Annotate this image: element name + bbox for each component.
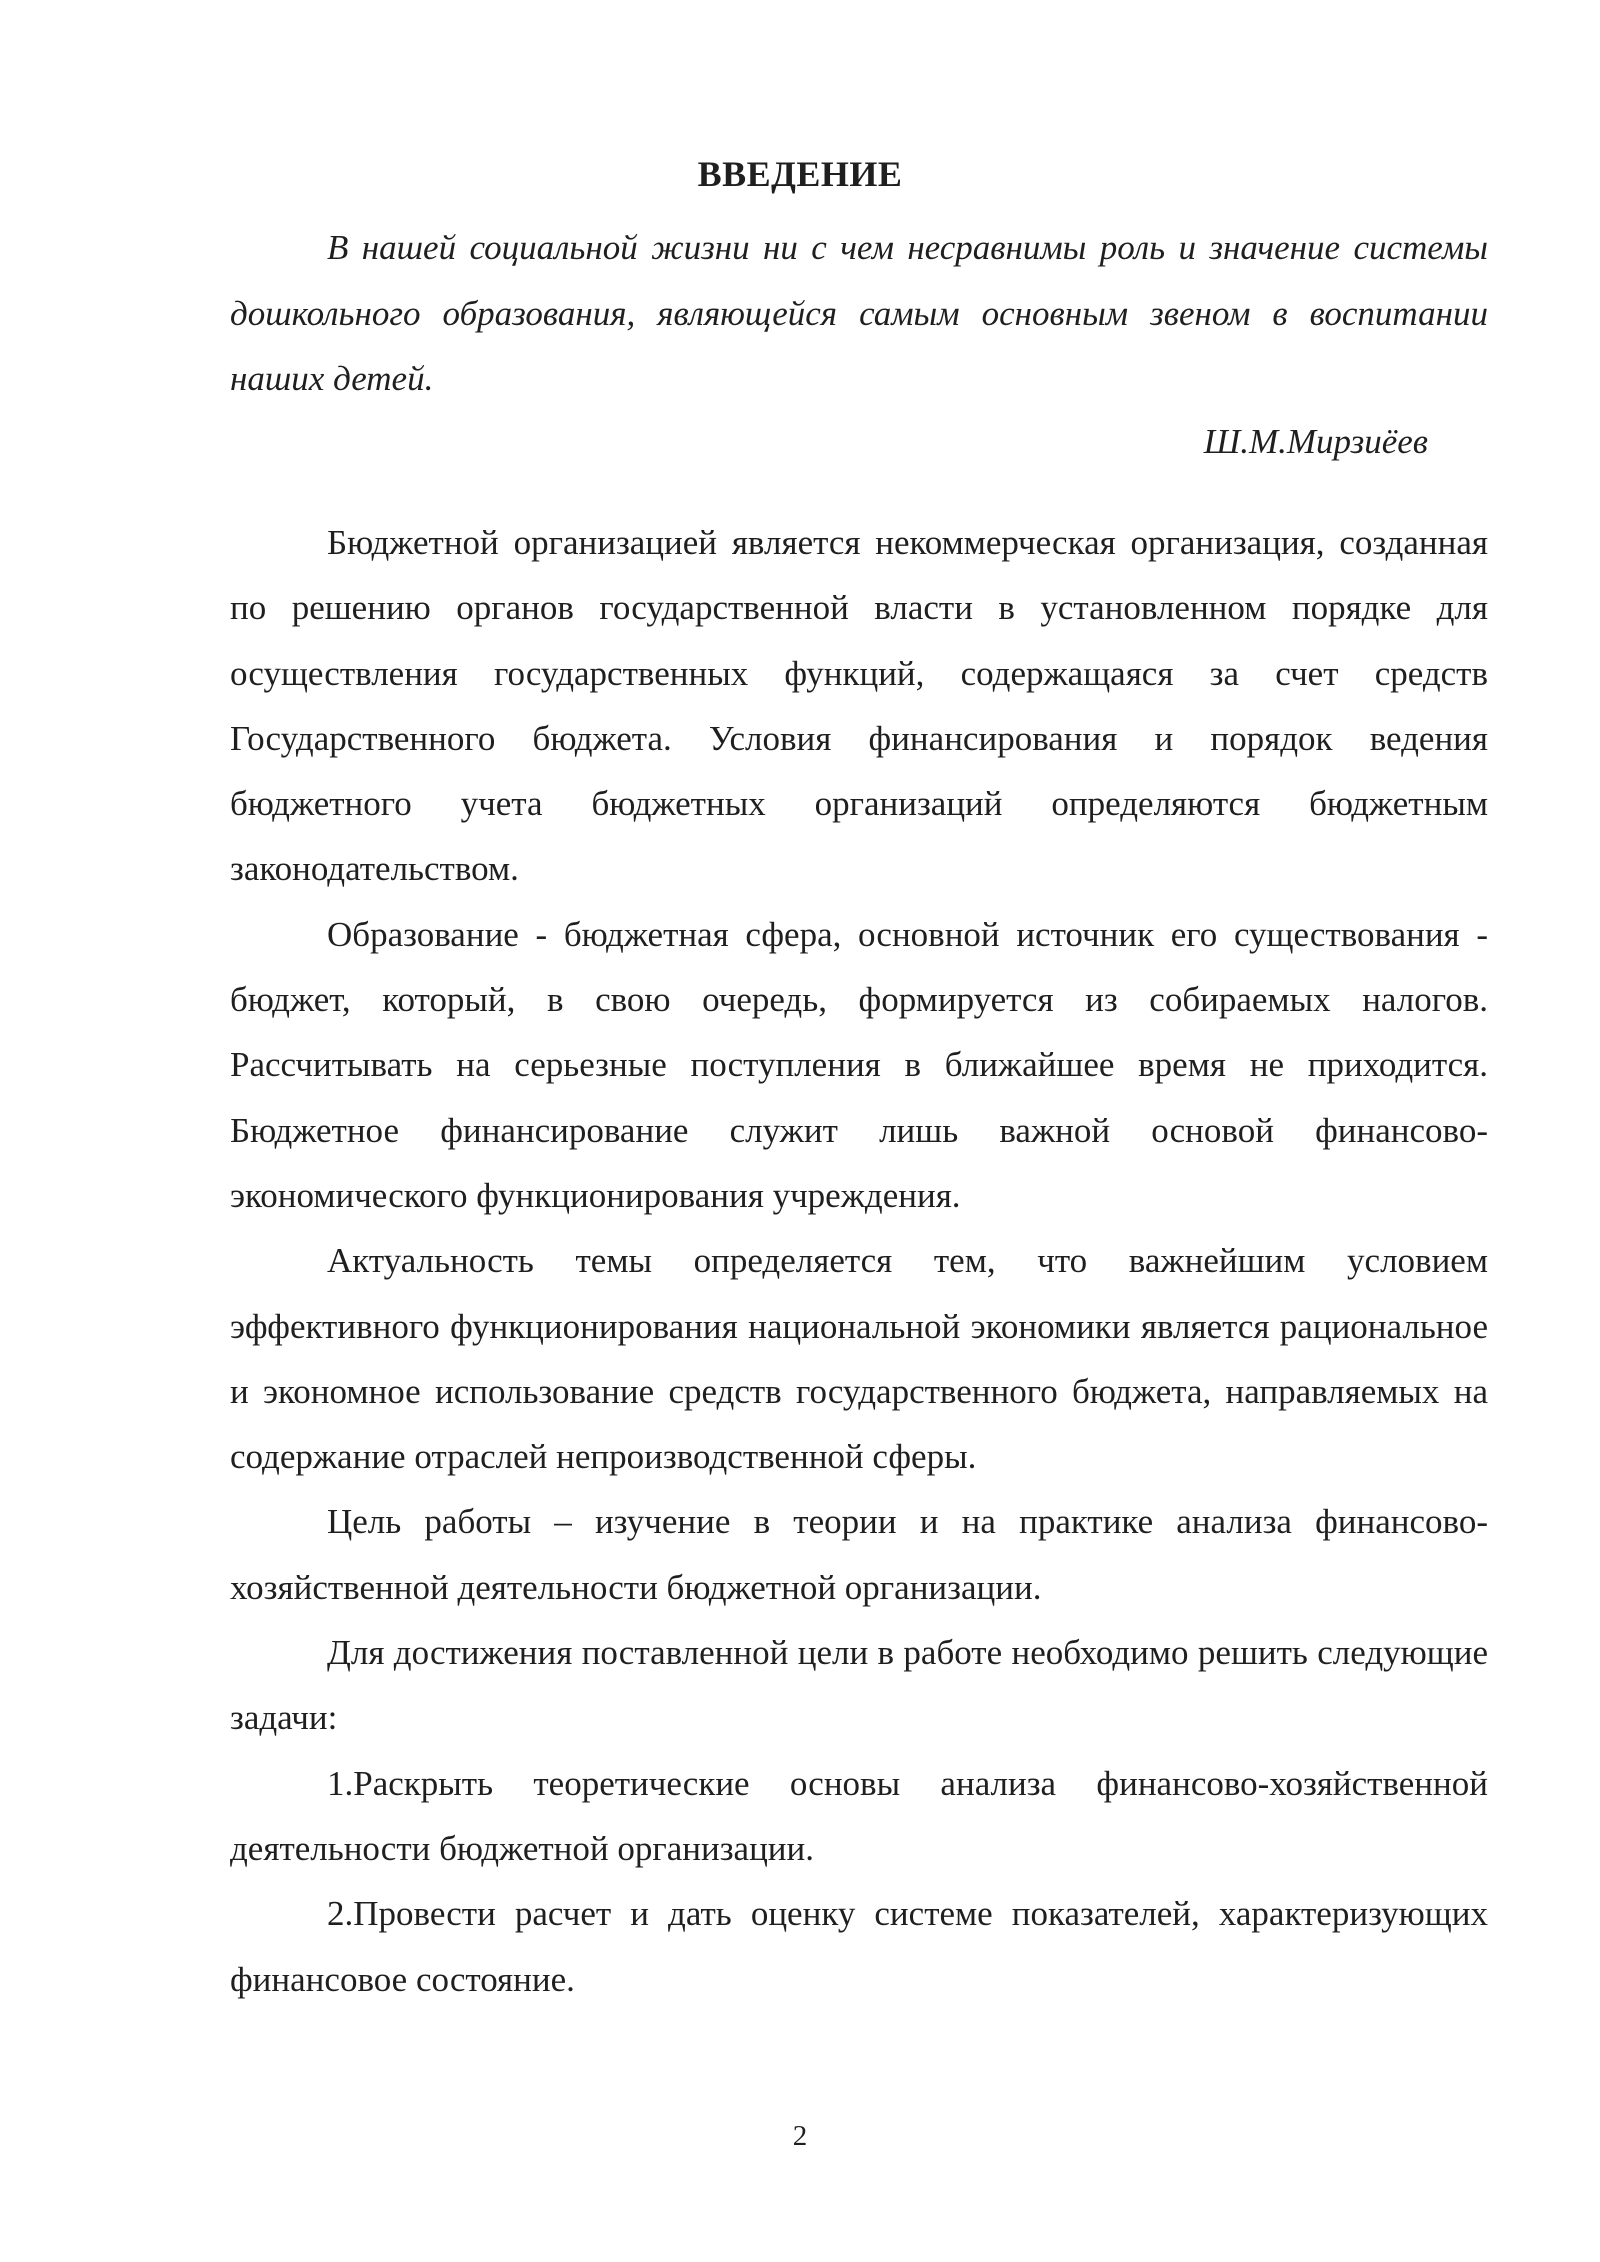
body-text	[230, 510, 1488, 2012]
paragraph: 2.Провести расчет и дать оценку системе показателей, характеризующих финансовое состояние.	[230, 1894, 1488, 1999]
page-number: 2	[792, 2120, 808, 2152]
epigraph-author: Ш.М.Мирзиёев	[1203, 422, 1428, 461]
paragraph: Бюджетной организацией является некоммерческая организация, созданная по решению органов государственной власти в установленном порядке для осуществления государственных функций, содержащаяся за счет средств Государственного бюджета. Условия финансирования и порядок ведения бюджетного учета бюджетных организаций определяются бюджетным законодательством.	[230, 523, 1488, 889]
epigraph-quote: В нашей социальной жизни ни с чем несравнимы роль и значение системы дошкольного образования, являющейся самым основным звеном в воспитании наших детей.	[230, 228, 1488, 398]
paragraph: Актуальность темы определяется тем, что важнейшим условием эффективного функционирования национальной экономики является рациональное и экономное использование средств государственного бюджета, направляемых на содержание отраслей непроизводственной сферы.	[230, 1241, 1488, 1477]
paragraph: Для достижения поставленной цели в работе необходимо решить следующие задачи:	[230, 1633, 1488, 1738]
paragraph: Образование - бюджетная сфера, основной источник его существования - бюджет, который, в свою очередь, формируется из собираемых налогов. Рассчитывать на серьезные поступления в ближайшее время не приходится. Бюджетное финансирование служит лишь важной основой финансово-экономического функционирования учреждения.	[230, 914, 1488, 1215]
paragraph: 1.Раскрыть теоретические основы анализа финансово-хозяйственной деятельности бюджетной организации.	[230, 1763, 1488, 1868]
section-heading: ВВЕДЕНИЕ	[697, 154, 903, 194]
paragraph: Цель работы – изучение в теории и на практике анализа финансово-хозяйственной деятельности бюджетной организации.	[230, 1502, 1488, 1607]
